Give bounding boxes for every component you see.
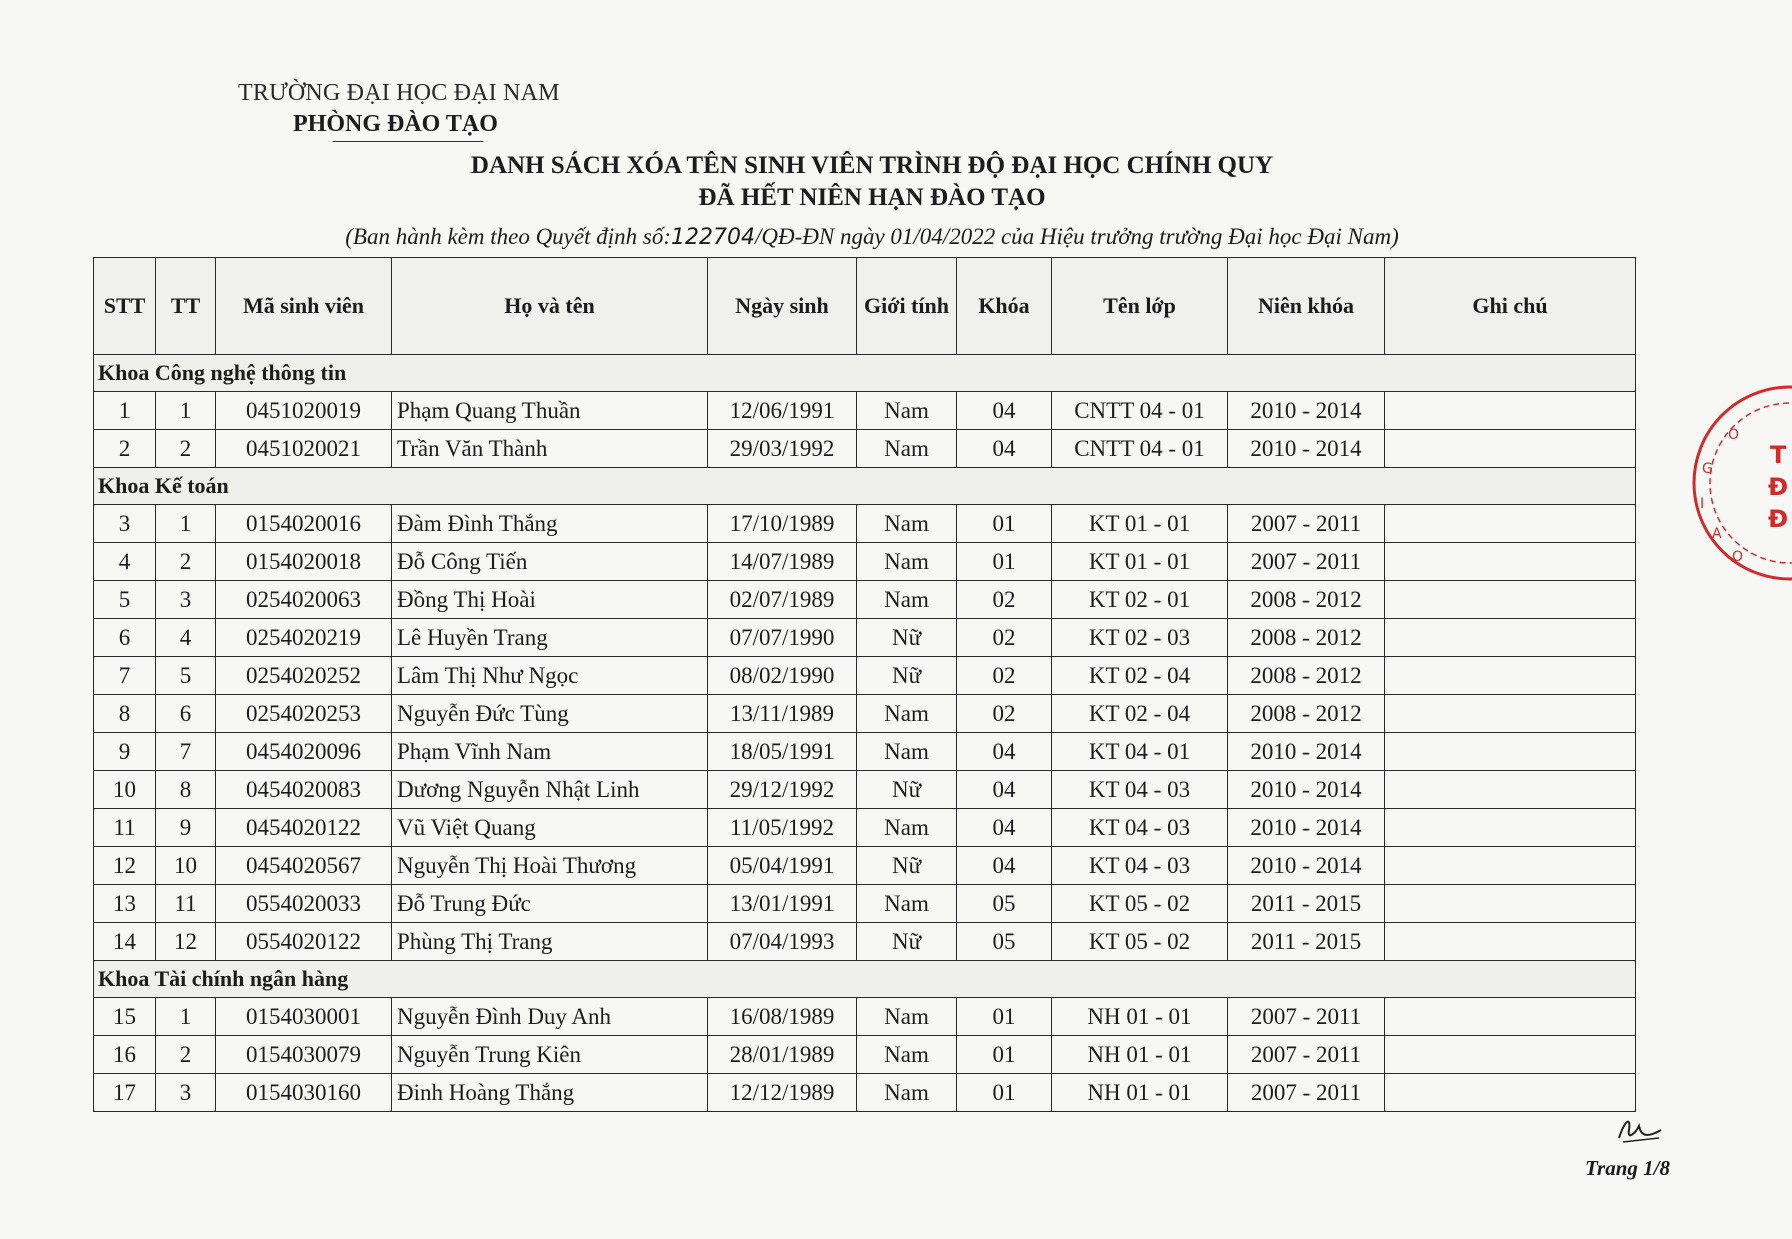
cell-cohort: 05 — [957, 885, 1052, 923]
cell-academic-years: 2011 - 2015 — [1228, 923, 1385, 961]
cell-student-id: 0254020063 — [216, 581, 392, 619]
cell-stt: 5 — [94, 581, 156, 619]
cell-stt: 8 — [94, 695, 156, 733]
cell-academic-years: 2010 - 2014 — [1228, 392, 1385, 430]
cell-tt: 11 — [156, 885, 216, 923]
cell-notes — [1385, 543, 1636, 581]
cell-student-id: 0554020122 — [216, 923, 392, 961]
cell-gender: Nữ — [857, 847, 957, 885]
cell-stt: 11 — [94, 809, 156, 847]
official-seal-icon — [1672, 383, 1792, 583]
cell-student-id: 0154020018 — [216, 543, 392, 581]
cell-academic-years: 2007 - 2011 — [1228, 543, 1385, 581]
svg-text:G: G — [1702, 461, 1713, 477]
cell-gender: Nữ — [857, 657, 957, 695]
cell-cohort: 04 — [957, 392, 1052, 430]
cell-class: KT 01 - 01 — [1052, 543, 1228, 581]
cell-full-name: Đỗ Công Tiến — [392, 543, 708, 581]
cell-academic-years: 2010 - 2014 — [1228, 809, 1385, 847]
cell-student-id: 0154030001 — [216, 998, 392, 1036]
cell-class: KT 02 - 01 — [1052, 581, 1228, 619]
cell-tt: 1 — [156, 392, 216, 430]
cell-birth-date: 12/06/1991 — [708, 392, 857, 430]
header-underline — [333, 141, 483, 143]
document-title: DANH SÁCH XÓA TÊN SINH VIÊN TRÌNH ĐỘ ĐẠI HỌC CHÍNH QUY — [470, 152, 1274, 179]
cell-full-name: Phạm Quang Thuần — [392, 392, 708, 430]
cell-notes — [1385, 771, 1636, 809]
cell-gender: Nam — [857, 505, 957, 543]
cell-class: NH 01 - 01 — [1052, 1074, 1228, 1112]
cell-gender: Nam — [857, 1036, 957, 1074]
table-row — [94, 809, 1636, 847]
cell-gender: Nam — [857, 543, 957, 581]
cell-stt: 4 — [94, 543, 156, 581]
cell-tt: 7 — [156, 733, 216, 771]
cell-cohort: 01 — [957, 1074, 1052, 1112]
cell-stt: 2 — [94, 430, 156, 468]
cell-birth-date: 07/07/1990 — [708, 619, 857, 657]
svg-text:O: O — [1732, 549, 1744, 565]
cell-class: NH 01 - 01 — [1052, 1036, 1228, 1074]
svg-text:T: T — [1770, 441, 1787, 469]
col-header-gender: Giới tính — [857, 258, 957, 355]
cell-cohort: 02 — [957, 581, 1052, 619]
cell-tt: 4 — [156, 619, 216, 657]
cell-cohort: 02 — [957, 619, 1052, 657]
decision-number: 122704 — [671, 225, 755, 250]
cell-birth-date: 29/03/1992 — [708, 430, 857, 468]
svg-text:O: O — [1728, 427, 1740, 443]
cell-academic-years: 2008 - 2012 — [1228, 657, 1385, 695]
cell-cohort: 05 — [957, 923, 1052, 961]
cell-class: CNTT 04 - 01 — [1052, 430, 1228, 468]
cell-full-name: Đỗ Trung Đức — [392, 885, 708, 923]
cell-cohort: 04 — [957, 733, 1052, 771]
student-removal-table — [93, 257, 1636, 1112]
cell-birth-date: 17/10/1989 — [708, 505, 857, 543]
faculty-group-row — [94, 355, 1636, 392]
cell-tt: 1 — [156, 998, 216, 1036]
table-row — [94, 581, 1636, 619]
col-header-notes: Ghi chú — [1385, 258, 1636, 355]
cell-tt: 10 — [156, 847, 216, 885]
cell-notes — [1385, 1074, 1636, 1112]
page-number: Trang 1/8 — [1585, 1156, 1670, 1180]
cell-gender: Nam — [857, 885, 957, 923]
cell-student-id: 0454020567 — [216, 847, 392, 885]
table-row — [94, 847, 1636, 885]
cell-full-name: Lê Huyền Trang — [392, 619, 708, 657]
table-header-row — [94, 258, 1636, 355]
cell-academic-years: 2007 - 2011 — [1228, 1036, 1385, 1074]
svg-text:Đ: Đ — [1768, 505, 1789, 533]
table-row — [94, 1036, 1636, 1074]
table-row — [94, 923, 1636, 961]
cell-tt: 6 — [156, 695, 216, 733]
faculty-name: Khoa Kế toán — [94, 468, 1636, 505]
cell-full-name: Đinh Hoàng Thắng — [392, 1074, 708, 1112]
cell-student-id: 0554020033 — [216, 885, 392, 923]
cell-notes — [1385, 923, 1636, 961]
cell-class: NH 01 - 01 — [1052, 998, 1228, 1036]
cell-full-name: Nguyễn Đức Tùng — [392, 695, 708, 733]
cell-cohort: 01 — [957, 505, 1052, 543]
cell-academic-years: 2010 - 2014 — [1228, 733, 1385, 771]
cell-birth-date: 07/04/1993 — [708, 923, 857, 961]
cell-academic-years: 2007 - 2011 — [1228, 1074, 1385, 1112]
cell-academic-years: 2008 - 2012 — [1228, 581, 1385, 619]
col-header-full-name: Họ và tên — [392, 258, 708, 355]
cell-gender: Nữ — [857, 923, 957, 961]
cell-cohort: 04 — [957, 430, 1052, 468]
table-row — [94, 543, 1636, 581]
cell-full-name: Nguyễn Đình Duy Anh — [392, 998, 708, 1036]
cell-tt: 8 — [156, 771, 216, 809]
cell-gender: Nam — [857, 733, 957, 771]
cell-academic-years: 2010 - 2014 — [1228, 430, 1385, 468]
cell-notes — [1385, 581, 1636, 619]
cell-academic-years: 2011 - 2015 — [1228, 885, 1385, 923]
col-header-stt: STT — [94, 258, 156, 355]
cell-student-id: 0454020096 — [216, 733, 392, 771]
cell-class: KT 04 - 03 — [1052, 847, 1228, 885]
cell-gender: Nam — [857, 809, 957, 847]
document-subtitle — [0, 224, 1744, 250]
cell-notes — [1385, 1036, 1636, 1074]
cell-student-id: 0451020021 — [216, 430, 392, 468]
faculty-group-row — [94, 961, 1636, 998]
cell-stt: 9 — [94, 733, 156, 771]
subtitle-prefix: (Ban hành kèm theo Quyết định số: — [345, 224, 671, 249]
cell-notes — [1385, 430, 1636, 468]
cell-gender: Nữ — [857, 619, 957, 657]
cell-full-name: Trần Văn Thành — [392, 430, 708, 468]
cell-class: KT 02 - 04 — [1052, 657, 1228, 695]
cell-academic-years: 2008 - 2012 — [1228, 695, 1385, 733]
cell-tt: 3 — [156, 1074, 216, 1112]
faculty-group-row — [94, 468, 1636, 505]
faculty-name: Khoa Tài chính ngân hàng — [94, 961, 1636, 998]
cell-stt: 12 — [94, 847, 156, 885]
cell-academic-years: 2008 - 2012 — [1228, 619, 1385, 657]
cell-stt: 17 — [94, 1074, 156, 1112]
col-header-class: Tên lớp — [1052, 258, 1228, 355]
cell-birth-date: 14/07/1989 — [708, 543, 857, 581]
cell-full-name: Dương Nguyễn Nhật Linh — [392, 771, 708, 809]
cell-tt: 9 — [156, 809, 216, 847]
table-row — [94, 998, 1636, 1036]
cell-cohort: 01 — [957, 1036, 1052, 1074]
table-row — [94, 1074, 1636, 1112]
svg-text:Đ: Đ — [1768, 473, 1789, 501]
cell-academic-years: 2010 - 2014 — [1228, 847, 1385, 885]
cell-student-id: 0254020252 — [216, 657, 392, 695]
cell-tt: 2 — [156, 1036, 216, 1074]
signature-mark — [1615, 1112, 1665, 1148]
department-name — [293, 111, 498, 138]
cell-student-id: 0254020219 — [216, 619, 392, 657]
cell-full-name: Đàm Đình Thắng — [392, 505, 708, 543]
cell-academic-years: 2007 - 2011 — [1228, 505, 1385, 543]
cell-birth-date: 18/05/1991 — [708, 733, 857, 771]
cell-class: KT 01 - 01 — [1052, 505, 1228, 543]
cell-stt: 14 — [94, 923, 156, 961]
cell-full-name: Đồng Thị Hoài — [392, 581, 708, 619]
cell-stt: 16 — [94, 1036, 156, 1074]
cell-birth-date: 29/12/1992 — [708, 771, 857, 809]
cell-stt: 6 — [94, 619, 156, 657]
col-header-cohort: Khóa — [957, 258, 1052, 355]
table-row — [94, 885, 1636, 923]
cell-notes — [1385, 657, 1636, 695]
cell-full-name: Vũ Việt Quang — [392, 809, 708, 847]
cell-birth-date: 12/12/1989 — [708, 1074, 857, 1112]
subtitle-suffix: /QĐ-ĐN ngày 01/04/2022 của Hiệu trưởng trường Đại học Đại Nam) — [754, 224, 1399, 249]
col-header-birth-date: Ngày sinh — [708, 258, 857, 355]
cell-notes — [1385, 847, 1636, 885]
cell-cohort: 01 — [957, 543, 1052, 581]
cell-stt: 3 — [94, 505, 156, 543]
cell-gender: Nam — [857, 695, 957, 733]
cell-cohort: 02 — [957, 695, 1052, 733]
cell-gender: Nữ — [857, 771, 957, 809]
cell-birth-date: 11/05/1992 — [708, 809, 857, 847]
cell-cohort: 04 — [957, 771, 1052, 809]
cell-student-id: 0154030079 — [216, 1036, 392, 1074]
cell-student-id: 0154030160 — [216, 1074, 392, 1112]
cell-cohort: 01 — [957, 998, 1052, 1036]
cell-stt: 13 — [94, 885, 156, 923]
cell-notes — [1385, 505, 1636, 543]
table-row — [94, 430, 1636, 468]
document-header — [238, 80, 598, 138]
table-row — [94, 771, 1636, 809]
table-row — [94, 695, 1636, 733]
cell-tt: 12 — [156, 923, 216, 961]
cell-full-name: Phùng Thị Trang — [392, 923, 708, 961]
cell-full-name: Phạm Vĩnh Nam — [392, 733, 708, 771]
svg-text:I: I — [1700, 496, 1705, 512]
cell-birth-date: 05/04/1991 — [708, 847, 857, 885]
cell-birth-date: 13/11/1989 — [708, 695, 857, 733]
cell-notes — [1385, 885, 1636, 923]
cell-student-id: 0254020253 — [216, 695, 392, 733]
cell-tt: 2 — [156, 543, 216, 581]
svg-text:A: A — [1712, 526, 1722, 542]
cell-cohort: 04 — [957, 847, 1052, 885]
cell-notes — [1385, 733, 1636, 771]
cell-class: KT 05 - 02 — [1052, 885, 1228, 923]
cell-student-id: 0154020016 — [216, 505, 392, 543]
cell-academic-years: 2010 - 2014 — [1228, 771, 1385, 809]
cell-student-id: 0454020083 — [216, 771, 392, 809]
cell-gender: Nam — [857, 998, 957, 1036]
cell-birth-date: 28/01/1989 — [708, 1036, 857, 1074]
cell-tt: 5 — [156, 657, 216, 695]
cell-notes — [1385, 809, 1636, 847]
cell-class: KT 05 - 02 — [1052, 923, 1228, 961]
department-name-text: PHÒNG ĐÀO TẠO — [293, 111, 498, 137]
col-header-academic-years: Niên khóa — [1228, 258, 1385, 355]
col-header-tt: TT — [156, 258, 216, 355]
table-row — [94, 505, 1636, 543]
university-name: TRƯỜNG ĐẠI HỌC ĐẠI NAM — [238, 80, 560, 106]
cell-gender: Nam — [857, 430, 957, 468]
cell-class: KT 02 - 04 — [1052, 695, 1228, 733]
cell-stt: 7 — [94, 657, 156, 695]
cell-stt: 10 — [94, 771, 156, 809]
table-row — [94, 733, 1636, 771]
table-body — [94, 355, 1636, 1112]
cell-tt: 2 — [156, 430, 216, 468]
cell-birth-date: 02/07/1989 — [708, 581, 857, 619]
document-title-line2: ĐÃ HẾT NIÊN HẠN ĐÀO TẠO — [698, 184, 1046, 211]
cell-notes — [1385, 392, 1636, 430]
table-row — [94, 619, 1636, 657]
cell-full-name: Nguyễn Thị Hoài Thương — [392, 847, 708, 885]
col-header-student-id: Mã sinh viên — [216, 258, 392, 355]
cell-cohort: 04 — [957, 809, 1052, 847]
cell-stt: 15 — [94, 998, 156, 1036]
cell-birth-date: 13/01/1991 — [708, 885, 857, 923]
table-row — [94, 392, 1636, 430]
cell-notes — [1385, 998, 1636, 1036]
cell-birth-date: 16/08/1989 — [708, 998, 857, 1036]
cell-gender: Nam — [857, 392, 957, 430]
cell-student-id: 0454020122 — [216, 809, 392, 847]
cell-full-name: Lâm Thị Như Ngọc — [392, 657, 708, 695]
cell-gender: Nam — [857, 581, 957, 619]
cell-class: KT 02 - 03 — [1052, 619, 1228, 657]
cell-cohort: 02 — [957, 657, 1052, 695]
cell-stt: 1 — [94, 392, 156, 430]
cell-tt: 1 — [156, 505, 216, 543]
cell-class: KT 04 - 03 — [1052, 809, 1228, 847]
cell-class: KT 04 - 01 — [1052, 733, 1228, 771]
table-row — [94, 657, 1636, 695]
cell-birth-date: 08/02/1990 — [708, 657, 857, 695]
cell-full-name: Nguyễn Trung Kiên — [392, 1036, 708, 1074]
cell-student-id: 0451020019 — [216, 392, 392, 430]
cell-notes — [1385, 695, 1636, 733]
cell-notes — [1385, 619, 1636, 657]
faculty-name: Khoa Công nghệ thông tin — [94, 355, 1636, 392]
cell-academic-years: 2007 - 2011 — [1228, 998, 1385, 1036]
cell-tt: 3 — [156, 581, 216, 619]
cell-class: CNTT 04 - 01 — [1052, 392, 1228, 430]
cell-class: KT 04 - 03 — [1052, 771, 1228, 809]
cell-gender: Nam — [857, 1074, 957, 1112]
